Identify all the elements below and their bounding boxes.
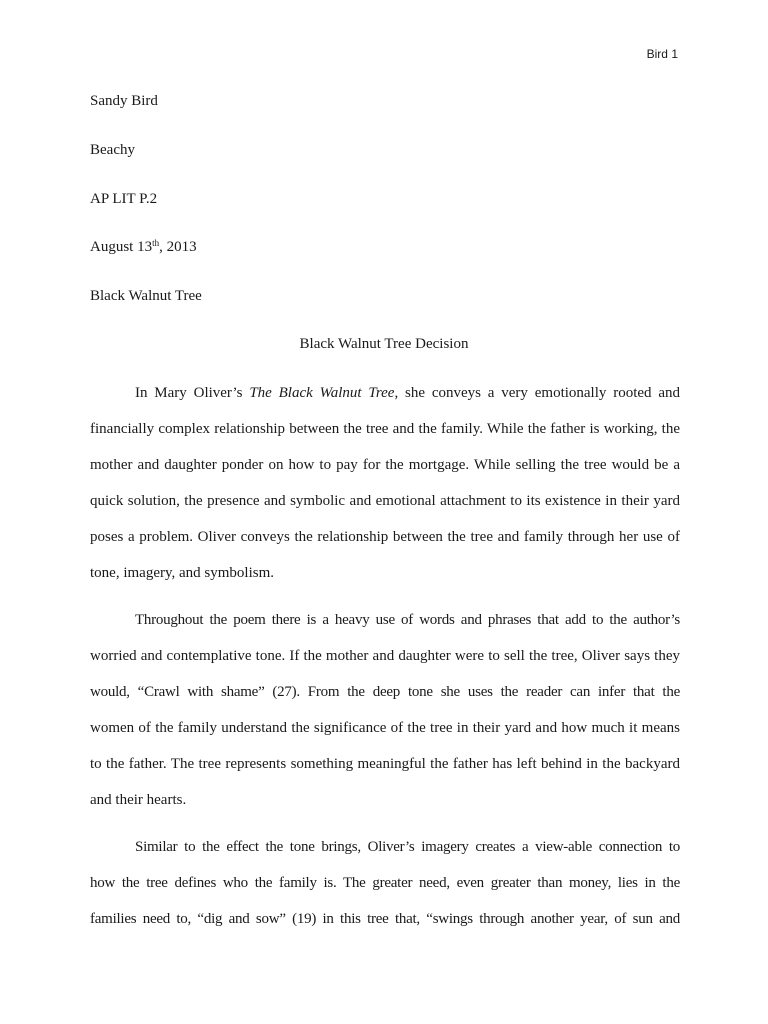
assignment-topic: Black Walnut Tree bbox=[90, 288, 202, 304]
paragraph-line: mother and daughter ponder on how to pay for the mortgage. While selling the tree would be a bbox=[90, 457, 680, 473]
paragraph-line: women of the family understand the significance of the tree in their yard and how much it means bbox=[90, 720, 680, 736]
paragraph-3 bbox=[90, 829, 680, 937]
text-span: In Mary Oliver’s bbox=[135, 385, 250, 401]
paragraph-line: to the father. The tree represents something meaningful the father has left behind in the backyard bbox=[90, 756, 680, 772]
date-superscript: th bbox=[152, 238, 160, 248]
student-name: Sandy Bird bbox=[90, 93, 158, 109]
date-prefix: August 13 bbox=[90, 239, 153, 255]
paragraph-line bbox=[90, 375, 680, 411]
date-suffix: , 2013 bbox=[159, 239, 197, 255]
paragraph-line: would, “Crawl with shame” (27). From the deep tone she uses the reader can infer that the bbox=[90, 684, 680, 700]
course-name: AP LIT P.2 bbox=[90, 191, 158, 207]
paragraph-line: families need to, “dig and sow” (19) in this tree that, “swings through another year, of sun and bbox=[90, 911, 680, 927]
poem-title-italic: The Black Walnut Tree bbox=[249, 385, 395, 401]
paragraph-line: poses a problem. Oliver conveys the relationship between the tree and family through her use of bbox=[90, 529, 680, 545]
date-line bbox=[90, 238, 197, 256]
paragraph-2 bbox=[90, 602, 680, 818]
running-head: Bird 1 bbox=[646, 47, 678, 61]
paragraph-line: and their hearts. bbox=[90, 792, 187, 808]
paragraph-line: quick solution, the presence and symbolic and emotional attachment to its existence in their yard bbox=[90, 493, 680, 509]
paragraph-1 bbox=[90, 375, 680, 591]
paragraph-line: tone, imagery, and symbolism. bbox=[90, 565, 274, 581]
paragraph-line: financially complex relationship between the tree and the family. While the father is working, the bbox=[90, 421, 680, 437]
paragraph-line: Similar to the effect the tone brings, Oliver’s imagery creates a view-able connection to bbox=[135, 839, 680, 855]
teacher-name: Beachy bbox=[90, 142, 135, 158]
paragraph-line: how the tree defines who the family is. The greater need, even greater than money, lies in the bbox=[90, 875, 680, 891]
paragraph-line: worried and contemplative tone. If the mother and daughter were to sell the tree, Oliver says they bbox=[90, 648, 680, 664]
text-span: , she conveys a very emotionally rooted and bbox=[394, 385, 680, 401]
paragraph-line: Throughout the poem there is a heavy use of words and phrases that add to the author’s bbox=[135, 612, 680, 628]
essay-title: Black Walnut Tree Decision bbox=[299, 336, 469, 352]
